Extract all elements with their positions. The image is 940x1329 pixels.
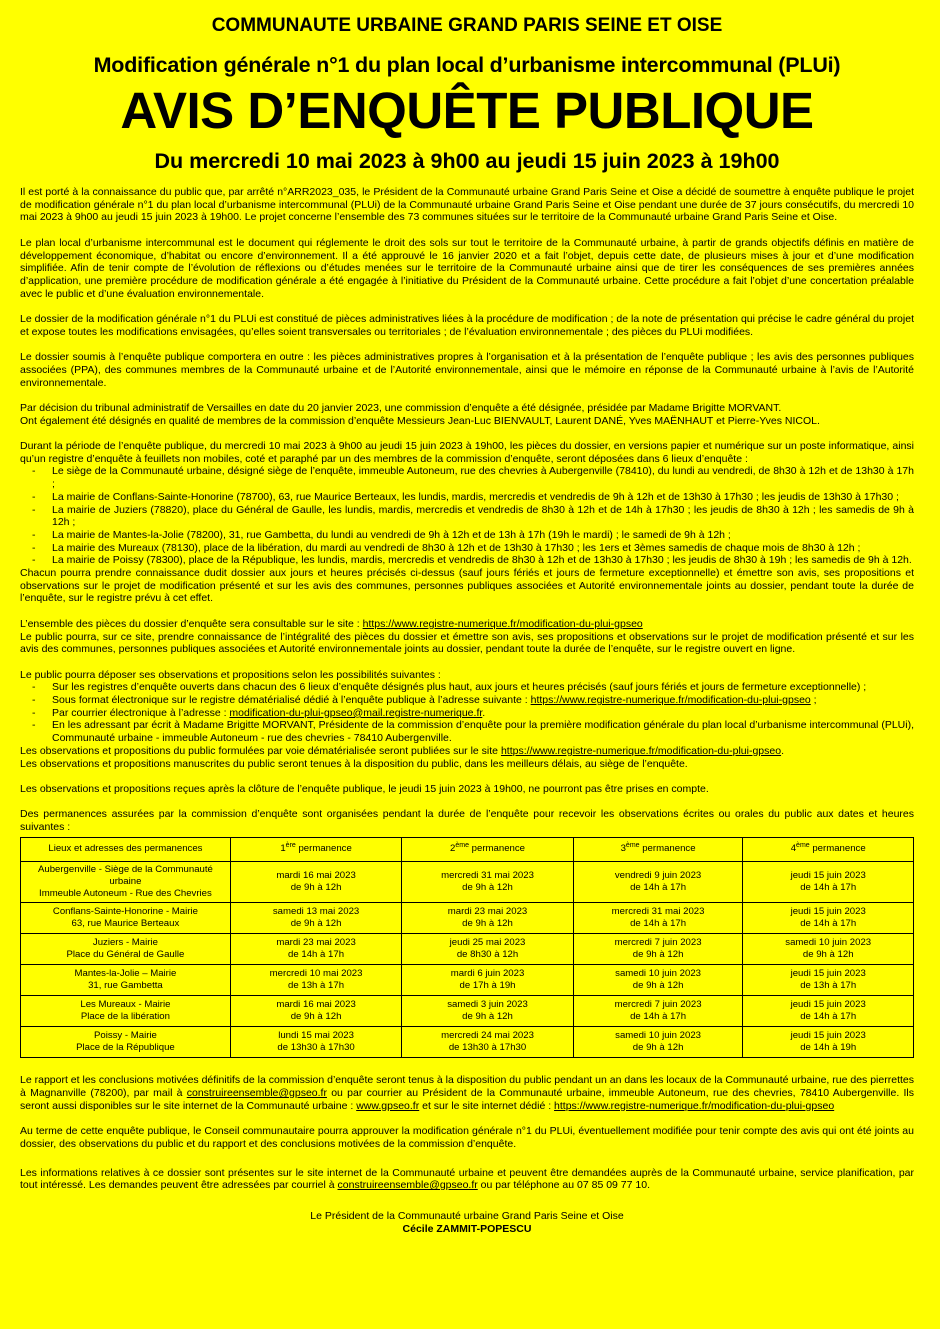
cell-line: jeudi 15 juin 2023 (790, 869, 866, 881)
cell-line: mardi 16 mai 2023 (276, 999, 356, 1011)
table-header-row (21, 837, 914, 861)
permanence-cell (573, 903, 743, 934)
registre-link[interactable]: https://www.registre-numerique.fr/modification-du-plui-gpseo (530, 694, 811, 707)
permanence-cell (402, 934, 573, 965)
cell-line: de 14h à 17h (800, 882, 857, 894)
signature-name: Cécile ZAMMIT-POPESCU (402, 1222, 532, 1235)
list-item: - Le siège de la Communauté urbaine, désigné siège de l’enquête, immeuble Autoneum, rue des chevries à Aubergenville (78410), du lundi au vendredi, de 8h30 à 12h et de 13h30 à 17h ; (52, 465, 914, 490)
cell-line: Place de la libération (80, 1011, 170, 1023)
organization-title: COMMUNAUTE URBAINE GRAND PARIS SEINE ET OISE (211, 15, 723, 36)
ways-list (20, 681, 914, 745)
cell-line: mercredi 31 mai 2023 (611, 906, 705, 918)
paragraph-public: Le public pourra, sur ce site, prendre connaissance de l’intégralité des pièces du dossier et émettre son avis, ses propositions et observations sur le projet de modification présenté et sur les avis des communes, personnes publiques associées et Autorité environnementale joints au dossier, pendant toute la durée de l’enquête, sur le registre ouvert en ligne. (20, 630, 914, 656)
cell-line: de 14h à 17h (800, 1011, 857, 1023)
list-item: - La mairie des Mureaux (78130), place de la libération, du mardi au vendredi de 8h30 à 12h et de 13h30 à 17h30 ; les 1ers et 3èmes samedis de chaque mois de 8h30 à 12h ; (52, 542, 914, 555)
paragraph-dossier-extra: Le dossier soumis à l’enquête publique comportera en outre : les pièces administratives propres à l’organisation et à la présentation de l’enquête publique ; les avis des personnes publiques associées (PPA), des communes membres de la Communauté urbaine et de l’Autorité environnementale, ainsi que le mémoire en réponse de la Communauté urbaine à l’avis de l’Autorité environnementale. (20, 351, 914, 389)
permanence-cell (743, 996, 914, 1027)
cell-line: de 13h30 à 17h30 (448, 1042, 527, 1054)
table-header-cell: 3ème permanence (573, 837, 743, 861)
list-item: - Sur les registres d’enquête ouverts dans chacun des 6 lieux d’enquête désignés plus haut, aux jours et heures précisés (sauf jours fériés et jours de fermeture exceptionnelle) ; (52, 681, 914, 694)
cell-line: de 8h30 à 12h (456, 949, 519, 961)
cell-line: mercredi 10 mai 2023 (269, 968, 363, 980)
cell-line: jeudi 15 juin 2023 (790, 1030, 866, 1042)
paragraph-arrete: Il est porté à la connaissance du public que, par arrêté n°ARR2023_035, le Président de la Communauté urbaine Grand Paris Seine et Oise a décidé de soumettre à enquête publique le projet de modification générale n°1 du plan local d’urbanisme intercommunal (PLUi) de la Communauté urbaine Grand Paris Seine et Oise pendant une durée de 37 jours consécutifs, du mercredi 10 mai 2023 à 9h00 au jeudi 15 juin 2023 à 19h00. Le projet concerne l’ensemble des 73 communes situées sur le territoire de la Communauté urbaine Grand Paris Seine et Oise. (20, 186, 914, 224)
cell-line: Place de la République (76, 1042, 175, 1054)
paragraph-period: Durant la période de l’enquête publique, du mercredi 10 mai 2023 à 9h00 au jeudi 15 juin 2023 à 19h00, les pièces du dossier, en versions papier et numérique sur un poste informatique, ainsi qu’un registre d’enquête à feuillets non mobiles, coté et paraphé par un des membres de la commission d’enquête, seront déposées dans 6 lieux d’enquête : (20, 439, 914, 465)
cell-line: mercredi 7 juin 2023 (614, 937, 702, 949)
permanence-cell (230, 996, 401, 1027)
cell-line: de 9h à 12h (632, 949, 684, 961)
paragraph-published: Les observations et propositions du public formulées par voie dématérialisée seront publiées sur le site https://www.registre-numerique.fr/modification-du-plui-gpseo. (20, 744, 784, 757)
paragraph-info: Les informations relatives à ce dossier sont présentes sur le site internet de la Communauté urbaine et peuvent être demandées auprès de la Communauté urbaine, service planification, par tout intéressé. Les demandes peuvent être adressées par courriel à construireensemble@gpseo.fr ou par téléphone au 07 85 09 77 10. (20, 1166, 914, 1192)
permanence-cell (230, 1027, 401, 1058)
paragraph-dossier: Le dossier de la modification générale n°1 du PLUi est constitué de pièces administratives liées à la procédure de modification ; de la note de présentation qui précise le cadre général du projet et expose toutes les modifications envisagées, qu’elles soient transversales ou territoriales ; de l’évaluation environnementale ; des pièces du PLUi modifiées. (20, 313, 914, 338)
permanence-cell (743, 1027, 914, 1058)
cell-line: Conflans-Sainte-Honorine - Mairie (52, 906, 198, 918)
cell-line: de 14h à 17h (800, 918, 857, 930)
table-header-cell: 4ème permanence (743, 837, 914, 861)
permanence-cell (230, 903, 401, 934)
cell-line: mercredi 31 mai 2023 (441, 869, 534, 881)
gpseo-link[interactable]: www.gpseo.fr (356, 1099, 420, 1112)
paragraph-council: Au terme de cette enquête publique, le Conseil communautaire pourra approuver la modification générale n°1 du PLUi, éventuellement modifiée pour tenir compte des avis qui ont été joints au dossier, des observations du public et du rapport et des conclusions motivées de la commission d’enquête. (20, 1125, 914, 1150)
cell-line: de 9h à 12h (462, 1011, 513, 1023)
cell-line: de 14h à 17h (630, 1011, 687, 1023)
cell-line: samedi 10 juin 2023 (785, 937, 872, 949)
registre-link[interactable]: https://www.registre-numerique.fr/modification-du-plui-gpseo (554, 1099, 835, 1112)
cell-line: 63, rue Maurice Berteaux (71, 918, 180, 930)
cell-line: Juziers - Mairie (92, 937, 158, 949)
permanences-table (20, 837, 914, 1059)
permanence-cell (402, 965, 573, 996)
table-row (21, 965, 914, 996)
table-header-cell: Lieux et adresses des permanences (21, 837, 231, 861)
cell-line: samedi 10 juin 2023 (615, 1030, 702, 1042)
table-row (21, 1027, 914, 1058)
permanence-cell (743, 965, 914, 996)
locations-list (20, 465, 914, 567)
cell-line: mardi 23 mai 2023 (447, 906, 528, 918)
permanence-cell (573, 934, 743, 965)
permanence-cell (573, 996, 743, 1027)
cell-line: de 17h à 19h (459, 980, 516, 992)
table-header-cell: 2ème permanence (402, 837, 573, 861)
place-cell (21, 903, 231, 934)
paragraph-tribunal: Par décision du tribunal administratif de Versailles en date du 20 janvier 2023, une commission d’enquête a été désignée, présidée par Madame Brigitte MORVANT. (20, 401, 782, 414)
place-cell (21, 861, 231, 903)
cell-line: jeudi 25 mai 2023 (449, 937, 526, 949)
cell-line: mercredi 7 juin 2023 (614, 999, 702, 1011)
paragraph-permanences: Des permanences assurées par la commission d’enquête sont organisées pendant la durée de l’enquête pour recevoir les observations écrites ou orales du public aux dates et heures suivantes : (20, 808, 914, 834)
subject-title: Modification générale n°1 du plan local d’urbanisme intercommunal (PLUi) (93, 53, 841, 77)
cell-line: mardi 23 mai 2023 (276, 937, 356, 949)
paragraph-closure: Les observations et propositions reçues après la clôture de l’enquête publique, le jeudi 15 juin 2023 à 19h00, ne pourront pas être prises en compte. (20, 782, 709, 795)
list-item: - La mairie de Poissy (78300), place de la République, les lundis, mardis, mercredis et vendredis de 8h30 à 12h et de 13h30 à 17h30 ; les jeudis de 8h30 à 19h ; les samedis de 9h à 12h. (52, 554, 914, 567)
place-cell (21, 934, 231, 965)
cell-line: de 9h à 12h (462, 882, 513, 894)
cell-line: samedi 3 juin 2023 (447, 999, 528, 1011)
table-header-cell: 1ère permanence (230, 837, 401, 861)
cell-line: mercredi 24 mai 2023 (441, 1030, 534, 1042)
email-link[interactable]: modification-du-plui-gpseo@mail.registre-numerique.fr (229, 706, 483, 719)
permanence-cell (743, 861, 914, 903)
email-link[interactable]: construireensemble@gpseo.fr (186, 1087, 327, 1100)
paragraph-plui: Le plan local d’urbanisme intercommunal est le document qui réglemente le droit des sols sur tout le territoire de la Communauté urbaine, à partir de grands objectifs définis en matière de développement économique, d’habitat ou encore d’environnement. Il a été approuvé le 16 janvier 2020 et a fait l’objet, depuis cette date, de plusieurs mises à jour et d’une modification simplifiée. Afin de tenir compte de l’évolution de réflexions ou d’études menées sur le territoire de la Communauté urbaine ainsi que de tirer les conséquences de ses premières années d’application, une première procédure de modification générale a été engagée à l’initiative du Président de la Communauté urbaine. Cette procédure a fait l’objet d’une concertation préalable avec le public et d’une évaluation environnementale. (20, 236, 914, 300)
cell-line: de 14h à 17h (288, 949, 345, 961)
list-item: - Par courrier électronique à l’adresse : modification-du-plui-gpseo@mail.registre-numerique.fr. (52, 707, 914, 720)
permanence-cell (230, 965, 401, 996)
cell-line: lundi 15 mai 2023 (278, 1030, 354, 1042)
cell-line: de 9h à 12h (290, 918, 342, 930)
cell-line: de 9h à 12h (290, 882, 342, 894)
permanence-cell (402, 1027, 573, 1058)
table-row (21, 861, 914, 903)
registre-link[interactable]: https://www.registre-numerique.fr/modification-du-plui-gpseo (362, 617, 643, 630)
cell-line: de 9h à 12h (632, 1042, 684, 1054)
notice-body (20, 186, 914, 1192)
cell-line: de 9h à 12h (462, 918, 513, 930)
list-item: - La mairie de Conflans-Sainte-Honorine (78700), 63, rue Maurice Berteaux, les lundis, mardis, mercredis et vendredis de 9h à 12h et de 13h30 à 17h30 ; les jeudis de 13h30 à 17h30 ; (52, 491, 914, 504)
permanence-cell (402, 903, 573, 934)
permanence-cell (573, 1027, 743, 1058)
table-row (21, 996, 914, 1027)
cell-line: de 9h à 12h (632, 980, 684, 992)
permanence-cell (230, 934, 401, 965)
list-item: - En les adressant par écrit à Madame Brigitte MORVANT, Présidente de la commission d’enquête pour la première modification générale du plan local d’urbanisme intercommunal (PLUi), Communauté urbaine - immeuble Autoneum - rue des chevries - 78410 Aubergenville. (52, 719, 914, 744)
cell-line: Aubergenville - Siège de la Communauté urbaine (37, 863, 213, 887)
cell-line: de 14h à 19h (800, 1042, 857, 1054)
cell-line: jeudi 15 juin 2023 (790, 968, 866, 980)
paragraph-report: Le rapport et les conclusions motivées définitifs de la commission d’enquête seront tenus à la disposition du public pendant un an dans les locaux de la Communauté urbaine, rue des pierrettes à Magnanville (78200), par mail à construireensemble@gpseo.fr ou par courrier au Président de la Communauté urbaine, immeuble Autoneum, rue des chevries, 78410 Aubergenville. Ils seront aussi disponibles sur le site internet de la Communauté urbaine : www.gpseo.fr et sur le site internet dédié : https://www.registre-numerique.fr/modification-du-plui-gpseo (20, 1074, 914, 1112)
cell-line: Mantes-la-Jolie – Mairie (74, 968, 177, 980)
cell-line: de 14h à 17h (630, 918, 687, 930)
place-cell (21, 1027, 231, 1058)
permanence-cell (230, 861, 401, 903)
cell-line: mardi 6 juin 2023 (450, 968, 525, 980)
list-item: - Sous format électronique sur le registre dématérialisé dédié à l’enquête publique à l’adresse suivante : https://www.registre-numerique.fr/modification-du-plui-gpseo ; (52, 694, 914, 707)
cell-line: de 13h à 17h (288, 980, 345, 992)
place-cell (21, 965, 231, 996)
headline: AVIS D’ENQUÊTE PUBLIQUE (120, 82, 814, 139)
permanence-cell (743, 903, 914, 934)
cell-line: de 13h30 à 17h30 (277, 1042, 355, 1054)
table-row (21, 934, 914, 965)
paragraph-ways: Le public pourra déposer ses observations et propositions selon les possibilités suivantes : (20, 668, 441, 681)
cell-line: jeudi 15 juin 2023 (790, 999, 866, 1011)
cell-line: Immeuble Autoneum - Rue des Chevries (39, 888, 212, 900)
signature-block (20, 1210, 914, 1236)
paragraph-commission: Ont également été désignés en qualité de membres de la commission d’enquête Messieurs Jean-Luc BIENVAULT, Laurent DANÉ, Yves MAËNHAUT et Pierre-Yves NICOL. (20, 414, 820, 427)
cell-line: Poissy - Mairie (93, 1030, 157, 1042)
permanence-cell (573, 965, 743, 996)
cell-line: de 13h à 17h (800, 980, 857, 992)
cell-line: mardi 16 mai 2023 (276, 869, 356, 881)
cell-line: de 14h à 17h (630, 882, 687, 894)
place-cell (21, 996, 231, 1027)
email-link[interactable]: construireensemble@gpseo.fr (337, 1179, 478, 1192)
table-row (21, 903, 914, 934)
cell-line: de 9h à 12h (802, 949, 854, 961)
permanence-cell (402, 996, 573, 1027)
permanence-cell (743, 934, 914, 965)
permanence-cell (402, 861, 573, 903)
cell-line: 31, rue Gambetta (88, 980, 163, 992)
list-item: - La mairie de Juziers (78820), place du Général de Gaulle, les lundis, mardis, mercredis et vendredis de 8h30 à 12h et de 14h à 17h30 ; les jeudis de 8h30 à 12h ; les samedis de 9h à 12h ; (52, 504, 914, 529)
inquiry-dates: Du mercredi 10 mai 2023 à 9h00 au jeudi 15 juin 2023 à 19h00 (154, 149, 780, 173)
cell-line: de 9h à 12h (290, 1011, 342, 1023)
cell-line: Place du Général de Gaulle (66, 949, 185, 961)
paragraph-website: L’ensemble des pièces du dossier d’enquête sera consultable sur le site : https://www.registre-numerique.fr/modification-du-plui-gpseo (20, 617, 643, 630)
cell-line: vendredi 9 juin 2023 (614, 869, 702, 881)
cell-line: jeudi 15 juin 2023 (790, 906, 866, 918)
paragraph-consult: Chacun pourra prendre connaissance dudit dossier aux jours et heures précisés ci-dessus (sauf jours fériés et jours de fermeture exceptionnelle) et émettre son avis, ses propositions et observations sur le projet de modification présenté et sur les avis des communes, personnes publiques associées et Autorité environnementale joints au dossier, pendant toute la durée de l’enquête, sur le registre prévu à cet effet. (20, 567, 914, 605)
signature-title: Le Président de la Communauté urbaine Grand Paris Seine et Oise (310, 1209, 624, 1222)
list-item: - La mairie de Mantes-la-Jolie (78200), 31, rue Gambetta, du lundi au vendredi de 9h à 12h et de 13h à 17h (19h le mardi) ; le samedi de 9h à 12h ; (52, 529, 914, 542)
cell-line: Les Mureaux - Mairie (80, 999, 171, 1011)
cell-line: samedi 10 juin 2023 (615, 968, 702, 980)
permanence-cell (573, 861, 743, 903)
paragraph-manuscript: Les observations et propositions manuscrites du public seront tenues à la disposition du public, dans les meilleurs délais, au siège de l’enquête. (20, 757, 688, 770)
registre-link[interactable]: https://www.registre-numerique.fr/modification-du-plui-gpseo (500, 744, 782, 757)
cell-line: samedi 13 mai 2023 (272, 906, 360, 918)
